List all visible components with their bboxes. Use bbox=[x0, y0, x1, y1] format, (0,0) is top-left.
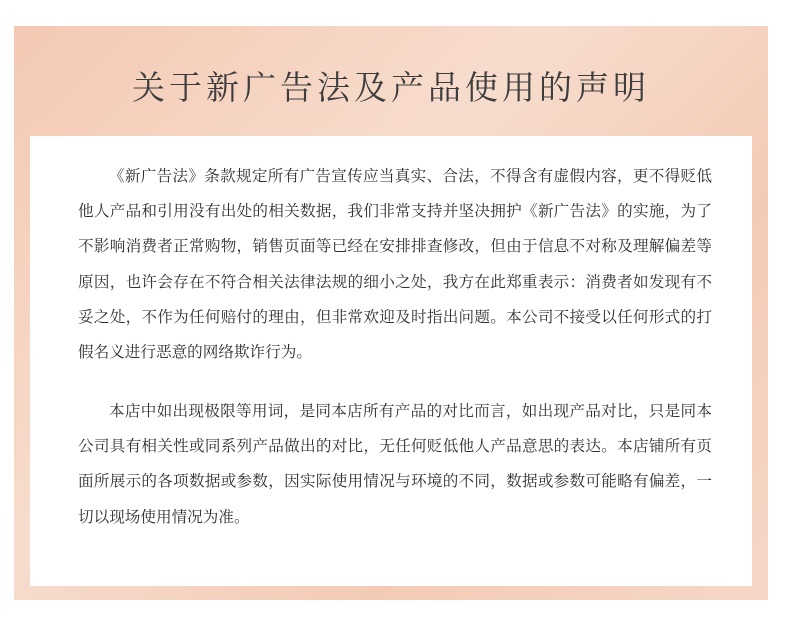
notice-banner bbox=[14, 26, 768, 600]
notice-paragraph-2: 本店中如出现极限等用词，是同本店所有产品的对比而言，如出现产品对比，只是同本公司具有相关性或同系列产品做出的对比，无任何贬低他人产品意思的表达。本店铺所有页面所展示的各项数据或参数，因实际使用情况与环境的不同，数据或参数可能略有偏差，一切以现场使用情况为准。 bbox=[78, 402, 712, 526]
notice-paragraph-1: 《新广告法》条款规定所有广告宣传应当真实、合法，不得含有虚假内容，更不得贬低他人产品和引用没有出处的相关数据，我们非常支持并坚决拥护《新广告法》的实施，为了不影响消费者正常购物，销售页面等已经在安排排查修改，但由于信息不对称及理解偏差等原因，也许会存在不符合相关法律法规的细小之处，我方在此郑重表示：消费者如发现有不妥之处，不作为任何赔付的理由，但非常欢迎及时指出问题。本公司不接受以任何形式的打假名义进行恶意的网络欺诈行为。 bbox=[78, 167, 712, 362]
notice-body-panel bbox=[30, 136, 752, 586]
notice-title: 关于新广告法及产品使用的声明 bbox=[132, 68, 650, 107]
